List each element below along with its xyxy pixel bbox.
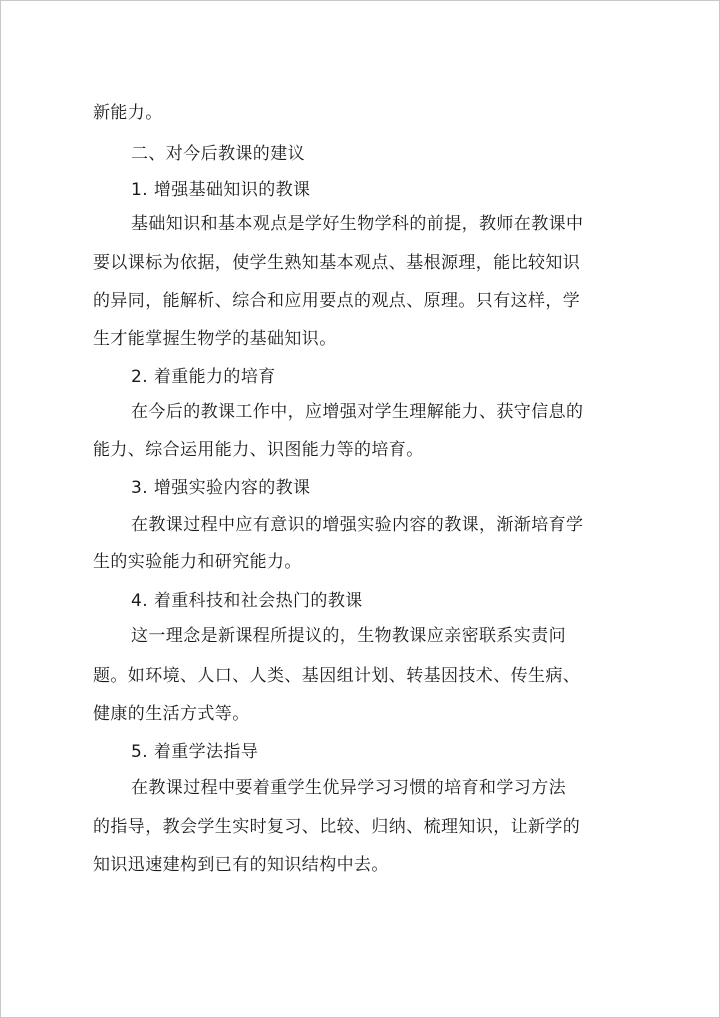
paragraph-1-line-1: 基础知识和基本观点是学好生物学科的前提，教师在教课中 xyxy=(131,214,584,234)
paragraph-1-line-3: 的异同，能解析、综合和应用要点的观点、原理。只有这样，学 xyxy=(93,291,581,311)
paragraph-4-line-1: 这一理念是新课程所提议的，生物教课应亲密联系实责问 xyxy=(131,626,566,646)
paragraph-5-line-3: 知识迅速建构到已有的知识结构中去。 xyxy=(93,855,389,875)
paragraph-4-line-3: 健康的生活方式等。 xyxy=(93,704,250,724)
paragraph-line-continuation: 新能力。 xyxy=(93,103,163,123)
subheading-3: 3. 增强实验内容的教课 xyxy=(131,478,311,498)
paragraph-5-line-1: 在教课过程中要着重学生优异学习习惯的培育和学习方法 xyxy=(131,778,566,798)
subheading-1: 1. 增强基础知识的教课 xyxy=(131,180,311,200)
paragraph-1-line-4: 生才能掌握生物学的基础知识。 xyxy=(93,329,337,349)
subheading-5: 5. 着重学法指导 xyxy=(131,742,259,762)
paragraph-2-line-1: 在今后的教课工作中，应增强对学生理解能力、获守信息的 xyxy=(131,402,584,422)
subheading-2: 2. 着重能力的培育 xyxy=(131,367,276,387)
paragraph-3-line-1: 在教课过程中应有意识的增强实验内容的教课，渐渐培育学 xyxy=(131,515,584,535)
paragraph-5-line-2: 的指导，教会学生实时复习、比较、归纳、梳理知识，让新学的 xyxy=(93,817,581,837)
paragraph-1-line-2: 要以课标为依据，使学生熟知基本观点、基根源理，能比较知识 xyxy=(93,253,581,273)
subheading-4: 4. 着重科技和社会热门的教课 xyxy=(131,591,363,611)
paragraph-2-line-2: 能力、综合运用能力、识图能力等的培育。 xyxy=(93,440,424,460)
section-heading: 二、对今后教课的建议 xyxy=(131,144,305,164)
paragraph-3-line-2: 生的实验能力和研究能力。 xyxy=(93,552,302,572)
paragraph-4-line-2: 题。如环境、人口、人类、基因组计划、转基因技术、传生病、 xyxy=(93,666,581,686)
